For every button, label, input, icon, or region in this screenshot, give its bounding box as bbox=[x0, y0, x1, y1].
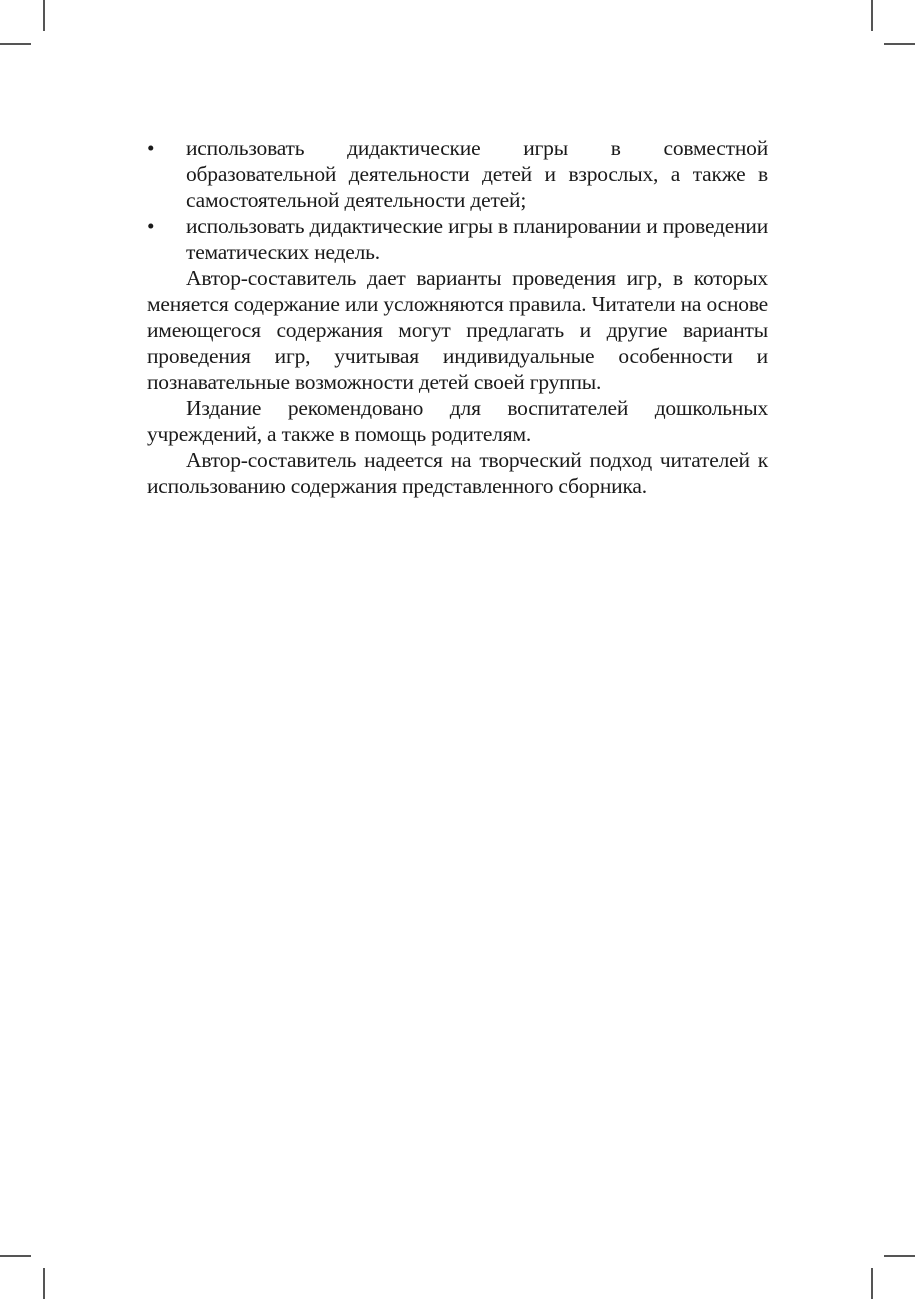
crop-mark-top-right-vertical bbox=[871, 0, 873, 31]
bullet-text: использовать дидактические игры в планировании и проведении тематических недель. bbox=[186, 214, 768, 264]
crop-mark-top-left-horizontal bbox=[0, 43, 31, 45]
crop-mark-bottom-left-horizontal bbox=[0, 1255, 31, 1257]
bullet-icon: • bbox=[147, 214, 155, 238]
bullet-item bbox=[147, 135, 768, 213]
crop-mark-top-right-horizontal bbox=[884, 43, 915, 45]
paragraph: Издание рекомендовано для воспитателей дошкольных учреждений, а также в помощь родителям. bbox=[147, 396, 768, 446]
bullet-item bbox=[147, 213, 768, 265]
crop-mark-bottom-left-vertical bbox=[43, 1268, 45, 1299]
bullet-text: использовать дидактические игры в совместной образовательной деятельности детей и взрослых, а также в самостоятельной деятельности детей; bbox=[186, 136, 768, 212]
crop-mark-bottom-right-vertical bbox=[871, 1268, 873, 1299]
bullet-icon: • bbox=[147, 136, 155, 160]
crop-mark-top-left-vertical bbox=[43, 0, 45, 31]
page-text bbox=[147, 135, 768, 499]
crop-mark-bottom-right-horizontal bbox=[884, 1255, 915, 1257]
paragraph: Автор-составитель надеется на творческий подход читателей к использованию содержания представленного сборника. bbox=[147, 448, 768, 498]
paragraph: Автор-составитель дает варианты проведения игр, в которых меняется содержание или усложняются правила. Читатели на основе имеющегося содержания могут предлагать и другие варианты проведения игр, учитывая индивидуальные особенности и познавательные возможности детей своей группы. bbox=[147, 266, 768, 394]
